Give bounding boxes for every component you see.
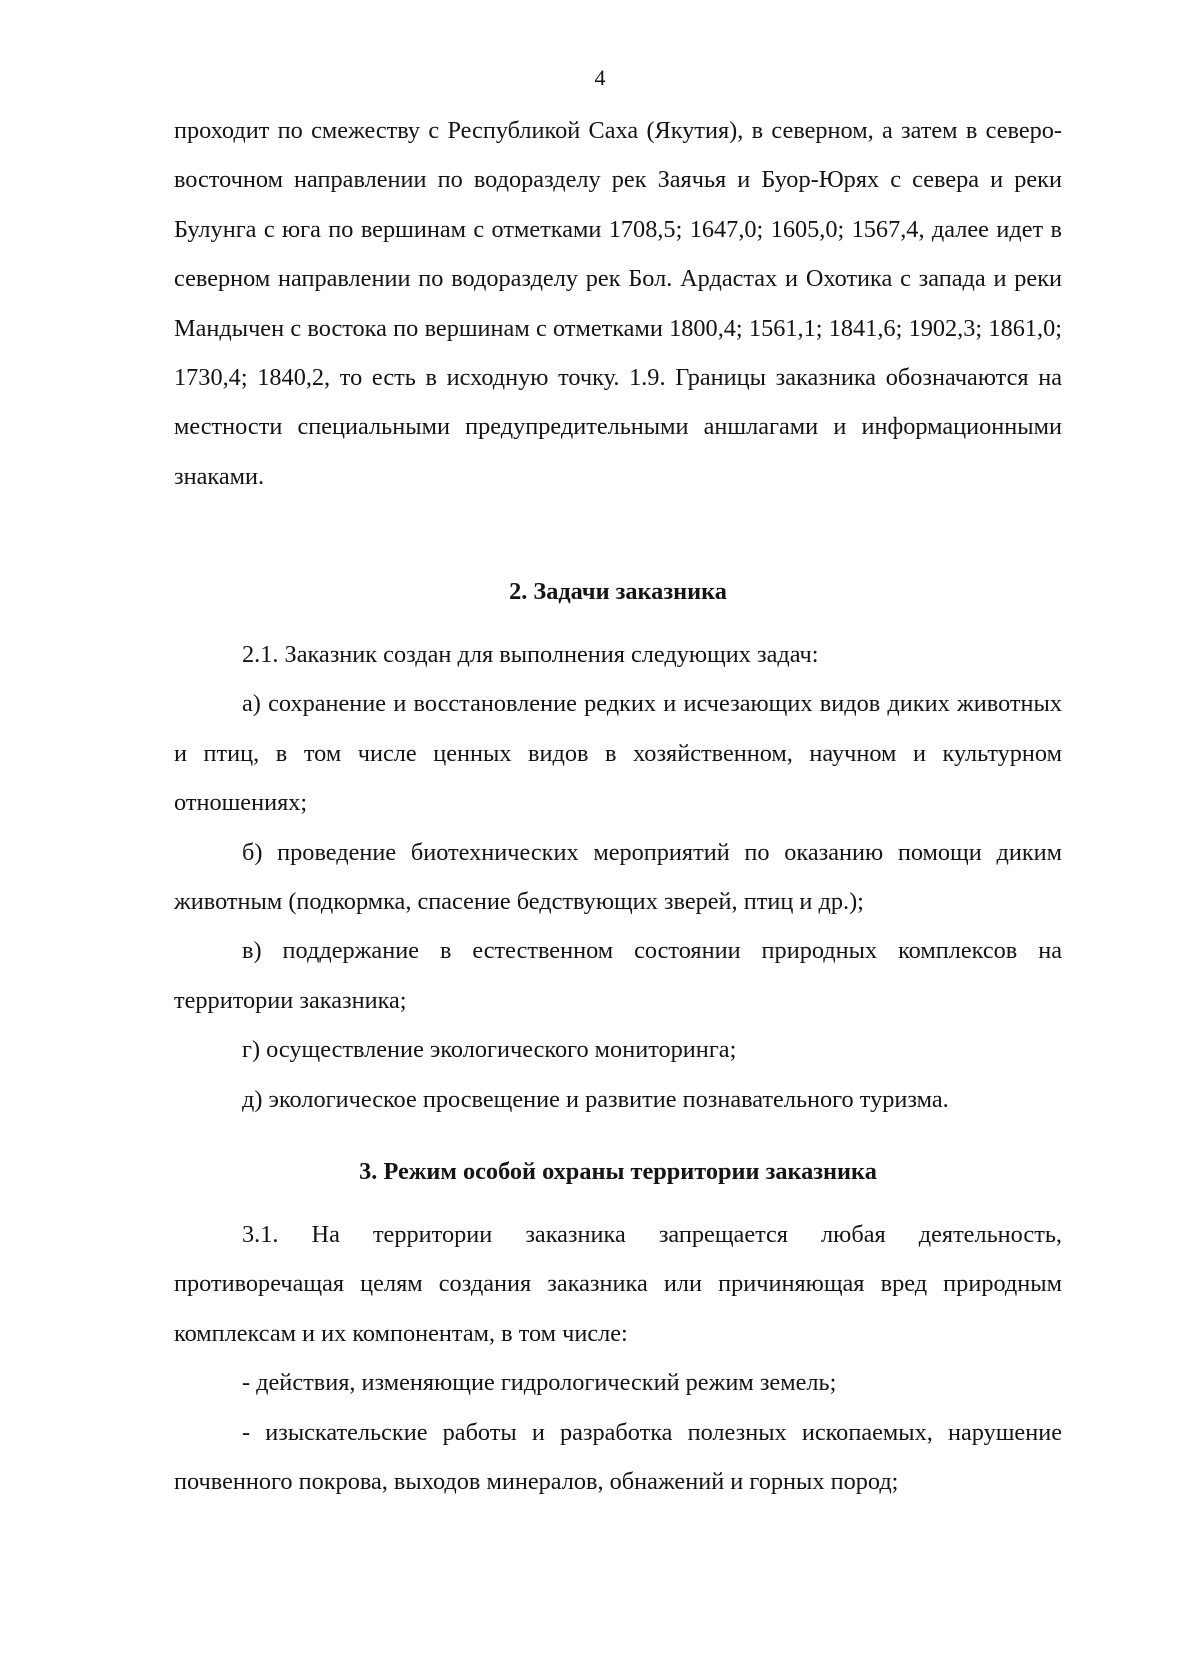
paragraph: проходит по смежеству с Республикой Саха (Якутия), в северном, а затем в северо-восточном направлении по водоразделу рек Заячья и Буор-Юрях с севера и реки Булунга с юга по вершинам с отметками 1708,5; 1647,0; 1605,0; 1567,4, далее идет в северном направлении по водоразделу рек Бол. Ардастах и Охотика с запада и реки Мандычен с востока по вершинам с отметками 1800,4; 1561,1; 1841,6; 1902,3; 1861,0; 1730,4; 1840,2, то есть в исходную точку. 1.9. Границы заказника обозначаются на местности специальными предупредительными аншлагами и информационными знаками.: [174, 117, 1062, 490]
list-item-b: б) проведение биотехнических мероприятий по оказанию помощи диким животным (подкормка, спасение бедствующих зверей, птиц и др.);: [174, 838, 1062, 916]
section-2-body: [174, 630, 1062, 1124]
section-1-continuation: [174, 106, 1062, 501]
section-2-heading: 2. Задачи заказника: [509, 578, 727, 605]
section-3-heading: 3. Режим особой охраны территории заказника: [359, 1158, 877, 1185]
list-item-a: а) сохранение и восстановление редких и исчезающих видов диких животных и птиц, в том числе ценных видов в хозяйственном, научном и культурном отношениях;: [174, 690, 1062, 817]
list-item-g: г) осуществление экологического мониторинга;: [242, 1036, 737, 1064]
paragraph-2-1: 2.1. Заказник создан для выполнения следующих задач:: [242, 641, 819, 668]
page-number: 4: [594, 65, 606, 90]
list-item-v: в) поддержание в естественном состоянии природных комплексов на территории заказника;: [174, 937, 1062, 1014]
list-item-d: д) экологическое просвещение и развитие познавательного туризма.: [242, 1085, 949, 1113]
list-item-dash: - изыскательские работы и разработка полезных ископаемых, нарушение почвенного покрова, выходов минералов, обнажений и горных пород;: [174, 1418, 1062, 1496]
section-3-body: [174, 1210, 1062, 1506]
paragraph-3-1: 3.1. На территории заказника запрещается любая деятельность, противоречащая целям создания заказника или причиняющая вред природным комплексам и их компонентам, в том числе:: [174, 1221, 1062, 1347]
list-item-dash: - действия, изменяющие гидрологический режим земель;: [242, 1369, 837, 1397]
